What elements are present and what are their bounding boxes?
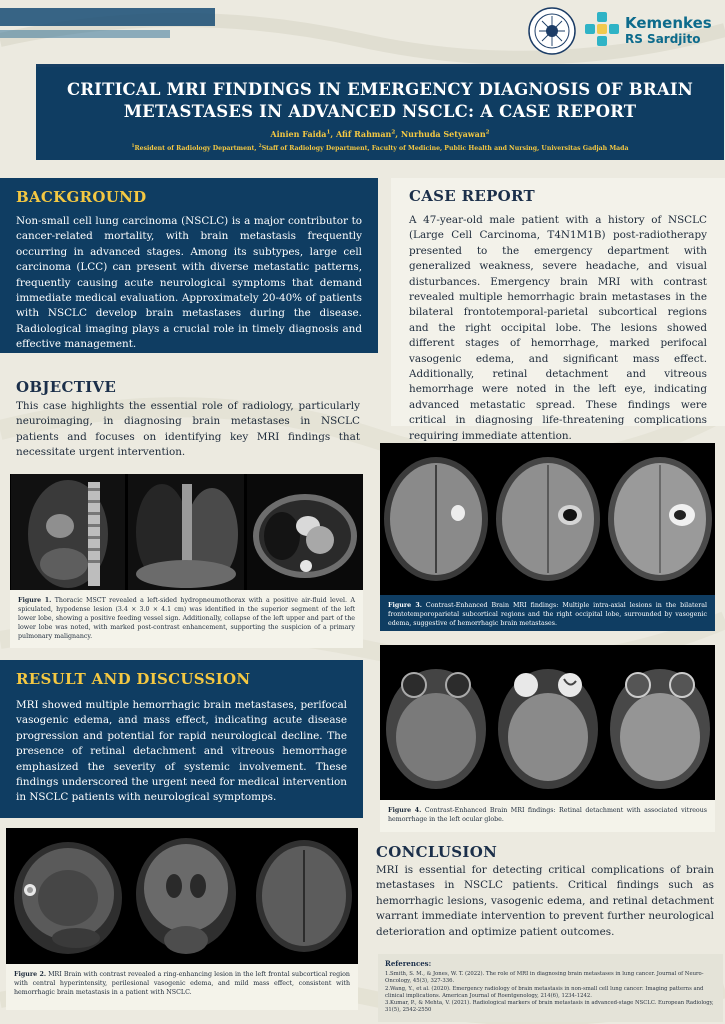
figure-3-mri-images <box>380 443 715 595</box>
reference-item: 3.Kumar, P., & Mehta, V. (2021). Radiological markers of brain metastasis in advanced-stage NSCLC. European Radiology, 31(5), 2542-2550 <box>385 1000 714 1014</box>
result-heading: RESULT AND DISCUSSION <box>16 670 251 688</box>
case-report-section <box>391 178 725 442</box>
result-discussion-section <box>0 660 363 818</box>
ct-sagittal-image <box>11 474 125 590</box>
author-name: Afif Rahman <box>335 129 392 139</box>
background-section <box>0 178 378 353</box>
author-name: Ainien Faida <box>270 129 327 139</box>
figure-1-caption: Figure 1. Thoracic MSCT revealed a left-sided hydropneumothorax with a positive air-fluid level. A spiculated, hypodense lesion (3.4 × 3.0 × 4.1 cm) was identified in the superior segment of the left lower lobe, showing a positive feeding vessel sign. Additionally, collapse of the left upper and part of the lower lobe was noted, with marked post-contrast enhancement, supporting the suspicion of a primary pulmonary malignancy. <box>10 590 363 648</box>
reference-item: 2.Wang, Y., et al. (2020). Emergency radiology of brain metastasis in non-small cell lung cancer: Imaging patterns and clinical implications. American Journal of Roentgenology, 214(6), 1234-1242. <box>385 985 704 999</box>
mri-axial-flair-image <box>608 457 712 581</box>
background-text: Non-small cell lung carcinoma (NSCLC) is a major contributor to cancer-related mortality, with brain metastasis frequently occurring in advanced stages. Among its subtypes, large cell carcinoma (LCC) can present with diverse metastatic patterns, frequently causing acute neurological symptoms that demand immediate medical evaluation. Approximately 20-40% of patients with NSCLC develop brain metastases during the disease. Radiological imaging plays a crucial role in timely diagnosis and effective management. <box>16 215 362 351</box>
brand-subtitle: RS Sardjito <box>625 32 701 46</box>
mri-axial-t1-image <box>384 457 488 581</box>
poster-title: CRITICAL MRI FINDINGS IN EMERGENCY DIAGNOSIS OF BRAIN METASTASES IN ADVANCED NSCLC: A CASE REPORT <box>66 80 694 121</box>
kemenkes-mark-icon <box>583 10 621 50</box>
case-report-text: A 47-year-old male patient with a history of NSCLC (Large Cell Carcinoma, T4N1M1B) post-radiotherapy presented to the emergency department with generalized weakness, severe headache, and visual disturbances. Emergency brain MRI with contrast revealed multiple hemorrhagic brain metastases in the bilateral frontotemporal-parietal subcortical regions and the right occipital lobe. The lesions showed different stages of hemorrhage, marked perifocal vasogenic edema, and significant mass effect. Additionally, retinal detachment and vitreous hemorrhage were noted in the left eye, indicating advanced metastatic spread. These findings were critical in diagnosing life-threatening complications requiring immediate attention. <box>409 214 707 442</box>
affiliations: $^1$Resident of Radiology Department, $^2$Staff of Radiology Department, Faculty of Medicine, Public Health and Nursing, Universitas Gadjah Mada <box>131 144 629 153</box>
ct-coronal-image <box>128 474 244 590</box>
mri-axial-image <box>256 840 352 952</box>
figure-2-mri-images <box>6 828 358 964</box>
ct-axial-image <box>247 474 363 590</box>
author-name: Nurhuda Setyawan <box>400 129 486 139</box>
figure-4-caption: Figure 4. Contrast-Enhanced Brain MRI findings: Retinal detachment with associated vitreous hemorrhage in the left ocular globe. <box>380 800 715 832</box>
title-banner <box>36 64 724 160</box>
kemenkes-logo <box>583 10 723 54</box>
references-list <box>385 971 716 1015</box>
conclusion-heading: CONCLUSION <box>376 843 498 861</box>
result-text: MRI showed multiple hemorrhagic brain metastases, perifocal vasogenic edema, and mass effect, indicating acute disease progression and potential for rapid neurological decline. The presence of retinal detachment and vitreous hemorrhage emphasized the severity of systemic involvement. These findings underscored the urgent need for medical intervention in NSCLC patients with neurological symptomps. <box>16 699 347 804</box>
mri-sagittal-image <box>14 842 122 954</box>
background-heading: BACKGROUND <box>16 188 147 206</box>
brand-name: Kemenkes <box>625 14 712 32</box>
mri-orbit-t1-image <box>386 669 486 789</box>
objective-text: This case highlights the essential role of radiology, particularly neuroimaging, in diagnosing brain metastases in NSCLC patients and focuses on identifying key MRI findings that necessitate urgent intervention. <box>16 400 360 459</box>
author-list: Ainien Faida$^1$, Afif Rahman$^2$, Nurhuda Setyawan$^2$ <box>270 129 490 139</box>
figure-4-mri-images <box>380 645 715 800</box>
university-seal-logo <box>527 6 577 56</box>
mri-axial-t2-image <box>496 457 600 581</box>
figure-1-ct-images <box>10 474 363 590</box>
case-report-heading: CASE REPORT <box>409 187 535 205</box>
figure-3-caption: Figure 3. Contrast-Enhanced Brain MRI findings: Multiple intra-axial lesions in the bilateral frontotemporoparietal subcortical regions and the right occipital lobe, surrounded by vasogenic edema, suggestive of hemorrhagic brain metastases. <box>380 595 715 631</box>
conclusion-text: MRI is essential for detecting critical complications of brain metastases in NSCLC patients. Critical findings such as hemorrhagic lesions, vasogenic edema, and retinal detachment warrant immediate intervention to prevent further neurological deterioration and optimize patient outcomes. <box>376 864 714 938</box>
objective-heading: OBJECTIVE <box>16 378 117 396</box>
references-section <box>378 954 723 1022</box>
figure-2-caption: Figure 2. MRI Brain with contrast revealed a ring-enhancing lesion in the left frontal subcortical region with central hyperintensity, perilesional vasogenic edema, and mild mass effect, consistent with hemorrhagic brain metastasis in a patient with NSCLC. <box>6 964 358 1010</box>
mri-orbit-flair-image <box>610 669 710 789</box>
mri-orbit-t2-image <box>498 669 598 789</box>
reference-item: 1.Smith, S. M., & Jones, W. T. (2022). The role of MRI in diagnosing brain metastases in lung cancer. Journal of Neuro-Oncology, 45(3), 327-336. <box>385 971 704 985</box>
references-heading: References: <box>385 959 432 968</box>
